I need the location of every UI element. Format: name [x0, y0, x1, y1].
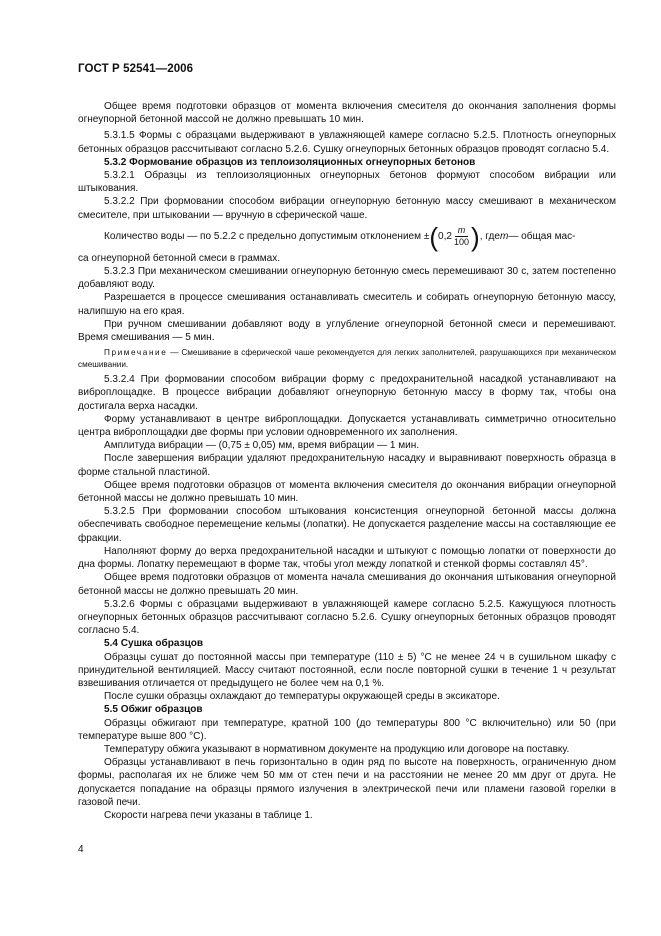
- document-header: ГОСТ Р 52541—2006: [78, 63, 194, 75]
- paragraph: Форму устанавливают в центре виброплощадки. Допускается устанавливать симметрично относительно центра виброплощадки две формы при условии одновременного их заполнения.: [78, 413, 616, 439]
- paragraph: Образцы сушат до постоянной массы при температуре (110 ± 5) °С не менее 24 ч в сушильном шкафу с принудительной вентиляцией. Массу считают постоянной, если после повторной сушки в течение 1 ч результат взвешивания отличается от предыдущего не более чем на 0,1 %.: [78, 651, 616, 689]
- section-heading: 5.3.2 Формование образцов из теплоизоляционных огнеупорных бетонов: [104, 156, 476, 168]
- fraction-numerator: m: [455, 225, 469, 237]
- paragraph: После сушки образцы охлаждают до температуры окружающей среды в эксикаторе.: [104, 691, 500, 703]
- right-paren: ): [471, 221, 480, 252]
- left-paren: (: [429, 221, 439, 252]
- page-number: 4: [78, 844, 84, 855]
- paragraph: Образцы обжигают при температуре, кратной 100 (до температуры 800 °С включительно) или 50 (при температуре выше 800 °С).: [78, 717, 616, 742]
- paragraph: Наполняют форму до верха предохранительной насадки и штыкуют с помощью лопатки от поверхности до дна формы. Лопатку перемещают в форме так, чтобы угол между лопаткой и стенкой формы составлял 45°.: [78, 545, 616, 571]
- water-formula-line: [78, 222, 616, 252]
- paragraph: 5.3.2.4 При формовании способом вибрации форму с предохранительной насадкой устанавливают на виброплощадке. В процессе вибрации добавляют огнеупорную бетонную массу в форму так, чтобы она достигала верха насадки.: [78, 374, 616, 412]
- paragraph: Общее время подготовки образцов от момента начала смешивания до окончания штыкования огнеупорной бетонной массы не должно превышать 20 мин.: [78, 572, 616, 597]
- document-body: [78, 100, 616, 822]
- paragraph: Температуру обжига указывают в нормативном документе на продукцию или договоре на поставку.: [104, 743, 570, 755]
- paragraph: Амплитуда вибрации — (0,75 ± 0,05) мм, время вибрации — 1 мин.: [104, 440, 420, 452]
- fraction-denominator: 100: [454, 237, 470, 248]
- paragraph: 5.3.2.2 При формовании способом вибрации огнеупорную бетонную массу смешивают в механическом смесителе, при штыковании — вручную в сферической чаше.: [78, 196, 616, 221]
- paragraph: При ручном смешивании добавляют воду в углубление огнеупорной бетонной смеси и перемешивают. Время смешивания — 5 мин.: [78, 318, 616, 344]
- paragraph: Образцы устанавливают в печь горизонтально в один ряд по высоте на поверхность, ограниченную дном формы, располагая их не ближе чем 50 мм от стен печи и на расстоянии не менее 20 мм друг от друга. Не допускается попадание на образцы прямого излучения в электрической печи или пламени газовой горелки в газовой печи.: [78, 757, 616, 808]
- paragraph: Общее время подготовки образцов от момента включения смесителя до окончания заполнения формы огнеупорной бетонной массой не должно превышать 10 мин.: [78, 101, 616, 126]
- paragraph: После завершения вибрации удаляют предохранительную насадку и выравнивают поверхность образца в форме стальной пластиной.: [78, 453, 616, 478]
- formula-coefficient: 0,2: [438, 231, 452, 243]
- paragraph: 5.3.2.6 Формы с образцами выдерживают в увлажняющей камере согласно 5.2.5. Кажущуюся плотность огнеупорных бетонных образцов рассчитывают согласно 5.2.6. Сушку огнеупорных бетонных образцов проводят согласно 5.4.: [78, 598, 616, 637]
- formula-text-after: , где: [479, 231, 500, 243]
- paragraph: 5.3.2.5 При формовании способом штыкования консистенция огнеупорной бетонной массы должна обеспечивать свободное перемещение кельмы (лопатки). Не допускается разделение массы на составляющие ее фракции.: [78, 506, 616, 544]
- formula-variable: m: [499, 231, 509, 243]
- paragraph: Разрешается в процессе смешивания останавливать смеситель и собирать огнеупорную бетонную массу, налипшую на его края.: [78, 292, 616, 317]
- note: [78, 347, 616, 370]
- paragraph: 5.3.1.5 Формы с образцами выдерживают в увлажняющей камере согласно 5.2.5. Плотность огнеупорных бетонных образцов рассчитывают согласно 5.2.6. Сушку огнеупорных бетонных образцов проводят согласно 5.4.: [78, 130, 616, 155]
- formula-text-before: Количество воды — по 5.2.2 с предельно допустимым отклонением ±: [104, 231, 430, 243]
- section-heading: 5.4 Сушка образцов: [104, 638, 204, 650]
- paragraph: Скорости нагрева печи указаны в таблице 1.: [104, 809, 313, 821]
- formula-fraction: [454, 225, 469, 248]
- paragraph: Общее время подготовки образцов от момента включения смесителя до окончания вибрации огнеупорной бетонной массы не должно превышать 10 мин.: [78, 479, 616, 505]
- paragraph: са огнеупорной бетонной смеси в граммах.: [78, 252, 281, 264]
- note-label: Примечание: [104, 348, 168, 358]
- note-text: — Смешивание в сферической чаше рекомендуется для легких заполнителей, разрушающихся при механическом смешивании.: [78, 348, 616, 369]
- paragraph: 5.3.2.1 Образцы из теплоизоляционных огнеупорных бетонов формуют способом вибрации или штыкования.: [78, 170, 616, 195]
- paragraph: 5.3.2.3 При механическом смешивании огнеупорную бетонную смесь перемешивают 30 с, затем постепенно добавляют воду.: [78, 266, 616, 291]
- formula-text-after-end: — общая мас-: [508, 231, 576, 243]
- section-heading: 5.5 Обжиг образцов: [104, 704, 203, 716]
